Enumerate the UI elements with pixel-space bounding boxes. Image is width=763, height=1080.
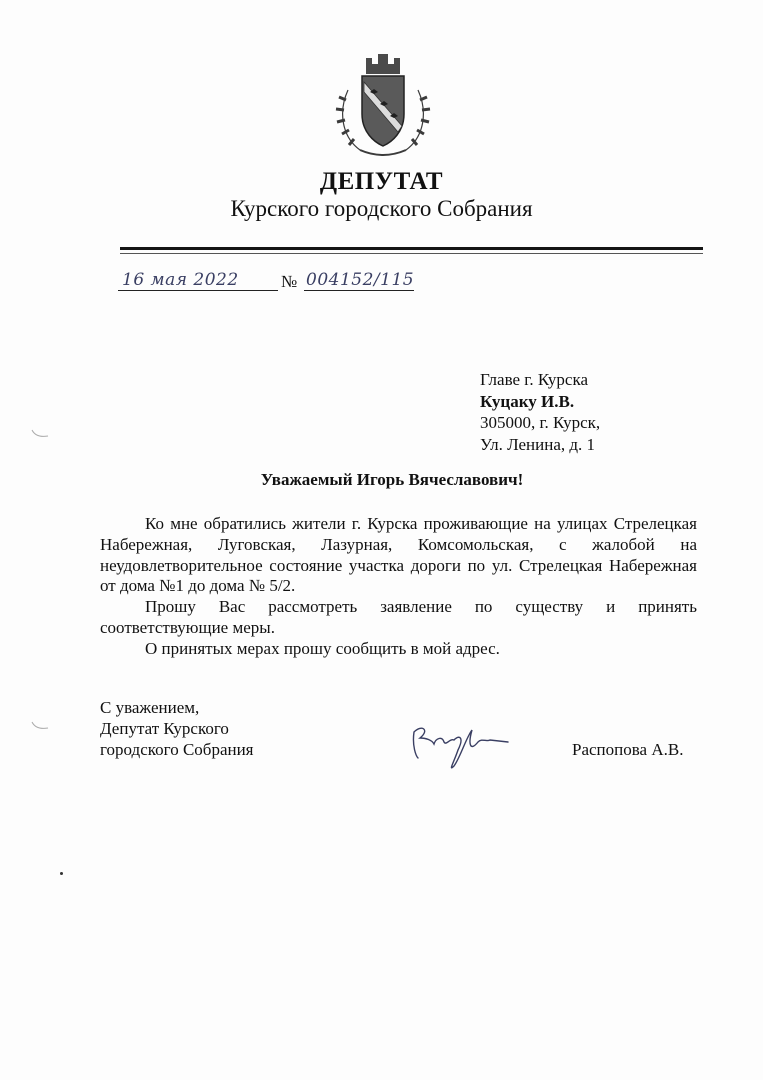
- addressee-name: Куцаку И.В.: [480, 391, 575, 411]
- document-title: ДЕПУТАТ: [319, 168, 444, 195]
- letter-body: [100, 514, 697, 660]
- addressee-city: 305000, г. Курск,: [480, 413, 601, 432]
- header-divider-thick: [120, 247, 703, 250]
- body-paragraph: Ко мне обратились жители г. Курска проживающие на улицах Стрелецкая Набережная, Луговская, Лазурная, Комсомольская, с жалобой на неудовлетворительное состояние участка дороги по ул. Стрелецкая Набережная от дома №1 до дома № 5/2.: [100, 514, 697, 596]
- registration-number: 004152/115: [306, 270, 415, 290]
- scan-artifact: [30, 720, 52, 732]
- closing-position: Депутат Курского: [100, 719, 229, 738]
- registration-line: [118, 268, 418, 296]
- body-paragraph: Прошу Вас рассмотреть заявление по существу и принять соответствующие меры.: [100, 597, 697, 637]
- registration-date: 16 мая 2022: [122, 270, 239, 290]
- addressee-block: [480, 369, 600, 455]
- closing-regards: С уважением,: [100, 698, 200, 717]
- addressee-position: Главе г. Курска: [480, 370, 589, 389]
- closing-block: [100, 697, 254, 760]
- signer-name: Распопова А.В.: [572, 740, 684, 759]
- coat-of-arms-icon: [330, 52, 436, 162]
- number-sign: №: [281, 272, 298, 291]
- scan-artifact: [30, 428, 52, 440]
- header-divider-thin: [120, 253, 703, 254]
- document-subtitle: Курского городского Собрания: [230, 196, 533, 221]
- closing-organization: городского Собрания: [100, 740, 254, 759]
- scan-artifact: [60, 872, 63, 875]
- date-underline: [118, 290, 278, 291]
- salutation: Уважаемый Игорь Вячеславович!: [260, 470, 524, 489]
- signature-icon: [408, 716, 518, 776]
- number-underline: [304, 290, 414, 291]
- body-paragraph: О принятых мерах прошу сообщить в мой адрес.: [145, 638, 500, 658]
- addressee-street: Ул. Ленина, д. 1: [480, 434, 596, 454]
